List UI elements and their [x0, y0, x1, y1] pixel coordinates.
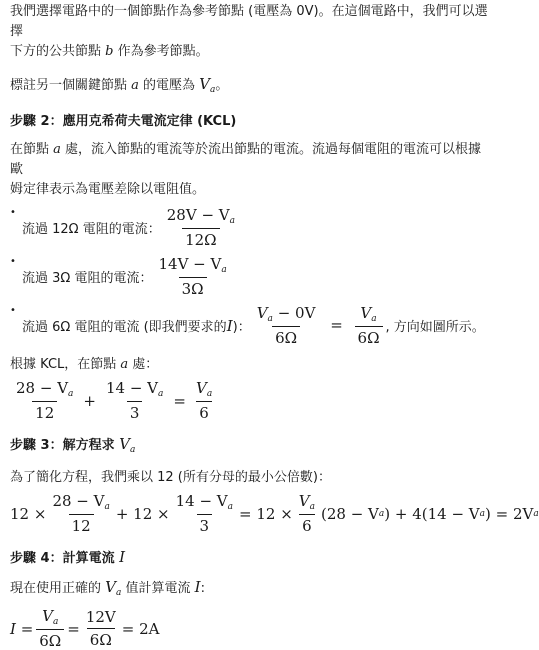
step-3-equation: 12 × $\frac{28 - V_a}{12}$ + 12 × $\frac{14 - V_a}{3}$ = 12 × $\frac{V_a}{6}$ (28 − V a ) + 4(14 − V a ) = 2V a [10, 492, 539, 535]
fraction: $\frac{28 - V_a}{12}$ [52, 492, 110, 535]
step-4-heading: 步驟 4：計算電流 I [10, 548, 126, 566]
step-4-equation: I = $\frac{V_a}{6\Omega}$ = $\frac{12V}{6\Omega}$ = 2A [10, 607, 160, 650]
fraction: $\frac{V_a}{6\Omega}$ [355, 304, 383, 347]
fraction: $\frac{28 - V_a}{12}$ [16, 379, 74, 422]
fraction: $\frac{14 - V_a}{3}$ [175, 492, 234, 535]
bullet-dot: • [10, 305, 16, 316]
fraction: $\frac{12V}{6\Omega}$ [85, 608, 116, 649]
step-2-desc-1: 在節點 a 處，流入節點的電流等於流出節點的電流。流過每個電阻的電流可以根據歐 [10, 142, 482, 177]
intro-line-2: 下方的公共節點 b 作為參考節點。 [10, 44, 209, 59]
bullet-current-12ohm: • 流過 12Ω 電阻的電流： $\frac{28V - V_a}{12\Omega}$ [10, 206, 493, 249]
step-4-desc: 現在使用正確的 $V_a$ 值計算電流 I: [10, 578, 205, 598]
kcl-equation: $\frac{28 - V_a}{12}$ + $\frac{14 - V_a}{3}$ = $\frac{V_a}{6}$ [10, 379, 493, 422]
bullet-dot: • [10, 207, 16, 218]
bullet-current-6ohm: • 流過 6Ω 電阻的電流 (即我們要求的 I )： $\frac{V_a - 0V}{6\Omega}$ = $\frac{V_a}{6\Omega}$ , 方向如圖所示。 [10, 304, 485, 347]
intro-line-1: 我們選擇電路中的一個節點作為參考節點 (電壓為 0V)。在這個電路中，我們可以選擇 [10, 4, 488, 39]
fraction: $\frac{V_a}{6}$ [298, 492, 315, 535]
step-2-desc-2: 姆定律表示為電壓差除以電阻值。 [10, 182, 206, 197]
step-2-heading: 步驟 2：應用克希荷夫電流定律 (KCL) [10, 114, 237, 129]
node-label-line: 標註另一個關鍵節點 a 的電壓為 $V_a$。 [10, 75, 229, 95]
step-3-desc: 為了簡化方程，我們乘以 12 (所有分母的最小公倍數)： [10, 470, 331, 485]
step-3-heading: 步驟 3：解方程求 $V_a$ [10, 435, 136, 455]
fraction: $\frac{14 - V_a}{3}$ [105, 379, 164, 422]
kcl-statement: 根據 KCL，在節點 a 處： [10, 357, 159, 372]
bullet-current-3ohm: • 流過 3Ω 電阻的電流： $\frac{14V - V_a}{3\Omega}$ [10, 255, 493, 298]
fraction: $\frac{V_a}{6}$ [195, 379, 213, 422]
fraction: $\frac{V_a - 0V}{6\Omega}$ [256, 304, 316, 347]
fraction: $\frac{V_a}{6\Omega}$ [36, 607, 64, 650]
bullet-dot: • [10, 256, 16, 267]
fraction: $\frac{28V - V_a}{12\Omega}$ [166, 206, 235, 249]
fraction: $\frac{14V - V_a}{3\Omega}$ [158, 255, 227, 298]
